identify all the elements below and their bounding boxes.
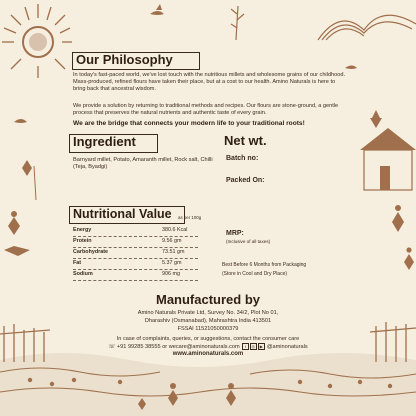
nutrition-value: 906 mg: [162, 271, 180, 277]
social-handle[interactable]: @aminonaturals: [266, 343, 308, 350]
packed-on-label: Packed On:: [226, 177, 265, 184]
dancer-figure-icon: [392, 205, 414, 270]
sun-icon: [2, 4, 72, 78]
ingredient-heading: Ingredient: [69, 134, 158, 153]
nutrition-label: Energy: [73, 227, 92, 233]
instagram-icon[interactable]: ◎: [251, 344, 255, 349]
nutrition-value: 380.6 Kcal: [162, 227, 188, 233]
nutrition-label: Sodium: [73, 271, 93, 277]
farmer-figure-icon: [4, 160, 36, 256]
manufacturer-heading: Manufactured by: [155, 292, 260, 307]
per-serving-note: as per 100g: [178, 215, 202, 220]
philosophy-tagline: We are the bridge that connects your modern life to your traditional roots!: [73, 120, 305, 127]
nutrition-heading: Nutritional Value: [69, 206, 185, 224]
ingredients-list: Barnyard millet, Potato, Amaranth millet, Rock salt, Chilli (Teja, Byadgi): [73, 157, 213, 171]
nutrition-label: Fat: [73, 260, 82, 266]
philosophy-heading: Our Philosophy: [72, 52, 200, 70]
nutrition-row-protein: [73, 237, 198, 248]
mrp-label: MRP:: [226, 230, 244, 237]
best-before-text: Best Before 6 Months from Packaging: [222, 262, 307, 268]
philosophy-paragraph-1: In today's fast-paced world, we've lost touch with the nutritious millets and wholesome grains of our childhood. Mass-produced, refined flours have taken their place, but at a cost to our health. Amino Naturals is here to bring back that ancestral wisdom.: [73, 72, 346, 92]
manufacturer-address-line-1: Amino Naturals Private Ltd, Survey No. 34/2, Plot No 01,: [137, 310, 279, 316]
website-link[interactable]: www.aminonaturals.com: [172, 351, 244, 357]
manufacturer-address-line-2: Dharashiv (Osmanabad), Mahrashtra India 413501: [144, 318, 272, 324]
phone-icon: ☏: [108, 343, 116, 350]
nutrition-row-carbohydrate: [73, 248, 198, 259]
youtube-icon[interactable]: ▶: [259, 344, 263, 349]
mrp-tax-note: (Inclusive of all taxes): [226, 239, 271, 244]
net-weight-title: Net wt.: [224, 133, 267, 148]
nutrition-value: 73.51 gm: [162, 249, 185, 255]
nutrition-label: Protein: [73, 238, 92, 244]
phone-number[interactable]: +91 99285 38555: [116, 343, 161, 350]
hills-icon: [231, 6, 416, 40]
nutrition-value: 5.37 gm: [162, 260, 182, 266]
batch-number-label: Batch no:: [226, 155, 259, 162]
email-address[interactable]: or wecare@aminonaturals.com: [162, 343, 240, 350]
storage-instructions: (Store in Cool and Dry Place): [222, 271, 288, 277]
nutrition-row-fat: [73, 259, 198, 270]
contact-row: [0, 343, 416, 350]
facebook-icon[interactable]: f: [242, 343, 249, 350]
nutrition-row-sodium: [73, 270, 198, 281]
philosophy-paragraph-2: We provide a solution by returning to traditional methods and recipes. Our flours are stone-ground, a gentle process that preserves the natural nutrients and authentic taste of every grain.: [73, 103, 339, 116]
nutrition-row-energy: [73, 226, 198, 237]
consumer-care-note: In case of complaints, queries, or suggestions, contact the consumer care: [116, 336, 300, 342]
nutrition-value: 9.56 gm: [162, 238, 182, 244]
nutrition-label: Carbohydrate: [73, 249, 109, 255]
fssai-license: FSSAI 11521050000379: [177, 326, 239, 332]
house-icon: [360, 110, 416, 190]
